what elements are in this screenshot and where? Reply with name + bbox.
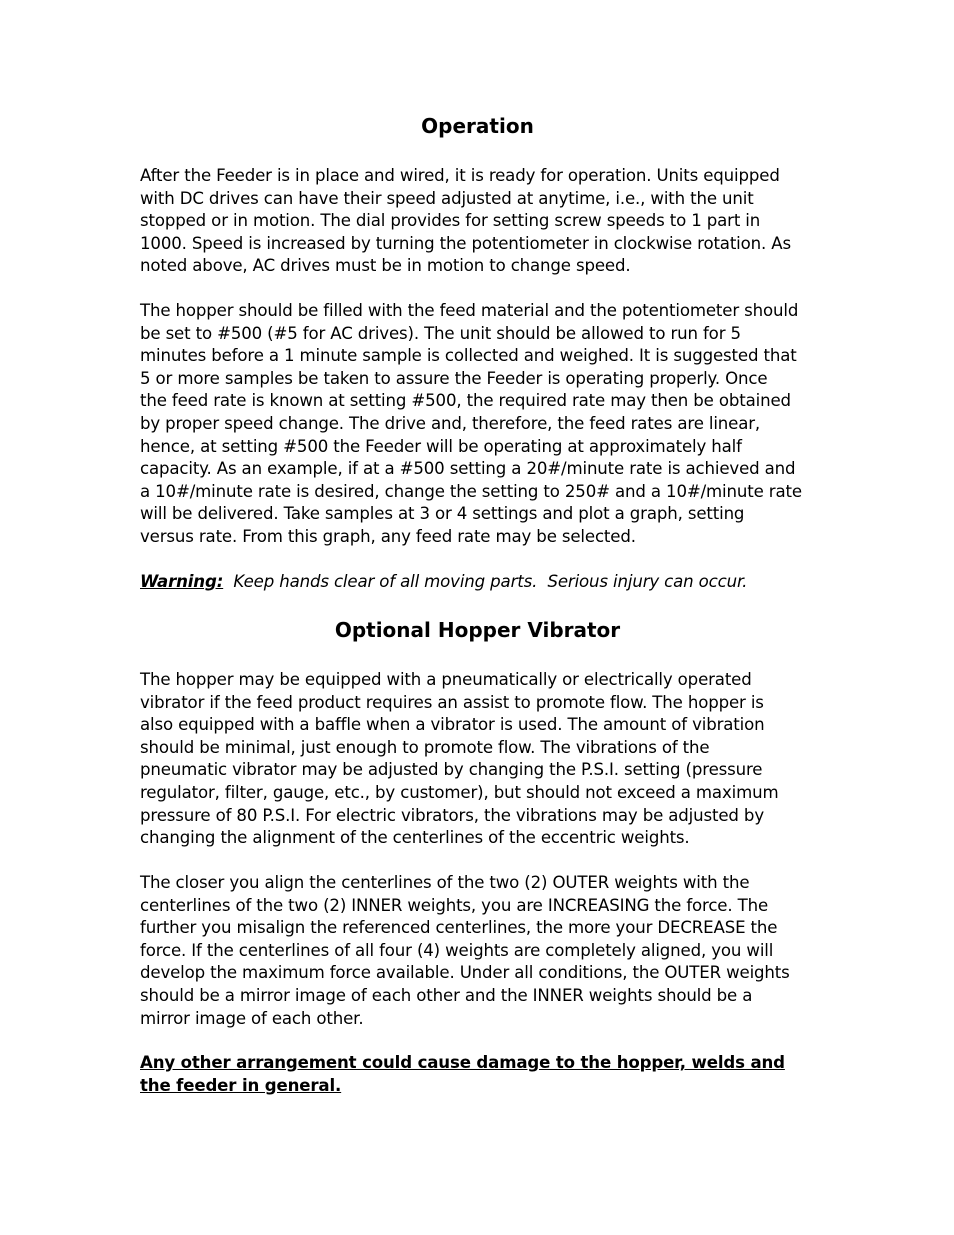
vibrator-paragraph-2 <box>140 872 815 1030</box>
text-line: with DC drives can have their speed adjusted at anytime, i.e., with the unit <box>140 188 754 208</box>
warning-paragraph <box>140 571 815 594</box>
text-line: pressure of 80 P.S.I. For electric vibrators, the vibrations may be adjusted by <box>140 805 764 825</box>
text-line: vibrator if the feed product requires an assist to promote flow. The hopper is <box>140 692 764 712</box>
vibrator-paragraph-1 <box>140 669 815 850</box>
text-line: regulator, filter, gauge, etc., by customer), but should not exceed a maximum <box>140 782 779 802</box>
text-line: The closer you align the centerlines of the two (2) OUTER weights with the <box>140 873 750 892</box>
text-line: the feed rate is known at setting #500, the required rate may then be obtained <box>140 391 791 411</box>
warning-label: Warning: <box>140 572 224 591</box>
text-line: The hopper should be filled with the feed material and the potentiometer should <box>140 301 799 320</box>
text-line: develop the maximum force available. Under all conditions, the OUTER weights <box>140 963 790 983</box>
text-line: by proper speed change. The drive and, therefore, the feed rates are linear, <box>140 413 761 433</box>
vibrator-heading: Optional Hopper Vibrator <box>334 618 621 642</box>
text-line: the feeder in general. <box>140 1075 342 1095</box>
text-line: should be a mirror image of each other and the INNER weights should be a <box>140 985 753 1005</box>
operation-paragraph-2 <box>140 300 815 549</box>
text-line: also equipped with a baffle when a vibrator is used. The amount of vibration <box>140 715 765 735</box>
text-line: The hopper may be equipped with a pneumatically or electrically operated <box>140 670 752 689</box>
text-line: noted above, AC drives must be in motion to change speed. <box>140 256 631 276</box>
caution-paragraph <box>140 1052 815 1097</box>
text-line: a 10#/minute rate is desired, change the setting to 250# and a 10#/minute rate <box>140 481 802 501</box>
text-line: be set to #500 (#5 for AC drives). The unit should be allowed to run for 5 <box>140 323 741 343</box>
text-line: further you misalign the referenced centerlines, the more your DECREASE the <box>140 918 778 938</box>
text-line: should be minimal, just enough to promote flow. The vibrations of the <box>140 737 710 757</box>
warning-text: Keep hands clear of all moving parts. Serious injury can occur. <box>223 572 748 591</box>
text-line: minutes before a 1 minute sample is collected and weighed. It is suggested that <box>140 346 797 366</box>
text-line: pneumatic vibrator may be adjusted by changing the P.S.I. setting (pressure <box>140 760 763 780</box>
text-line: 1000. Speed is increased by turning the potentiometer in clockwise rotation. As <box>140 233 791 253</box>
text-line: versus rate. From this graph, any feed rate may be selected. <box>140 526 636 546</box>
text-line: After the Feeder is in place and wired, it is ready for operation. Units equipped <box>140 166 780 185</box>
text-line: 5 or more samples be taken to assure the Feeder is operating properly. Once <box>140 368 768 388</box>
text-line: mirror image of each other. <box>140 1008 364 1028</box>
text-line: hence, at setting #500 the Feeder will be operating at approximately half <box>140 436 742 456</box>
operation-heading: Operation <box>421 114 534 138</box>
text-line: stopped or in motion. The dial provides for setting screw speeds to 1 part in <box>140 211 761 231</box>
text-line: capacity. As an example, if at a #500 setting a 20#/minute rate is achieved and <box>140 459 796 479</box>
text-line: changing the alignment of the centerlines of the eccentric weights. <box>140 828 690 848</box>
operation-paragraph-1 <box>140 165 815 278</box>
text-line: will be delivered. Take samples at 3 or 4 settings and plot a graph, setting <box>140 504 745 524</box>
text-line: Any other arrangement could cause damage to the hopper, welds and <box>140 1053 785 1072</box>
text-line: force. If the centerlines of all four (4) weights are completely aligned, you will <box>140 940 774 960</box>
text-line: centerlines of the two (2) INNER weights, you are INCREASING the force. The <box>140 895 769 915</box>
